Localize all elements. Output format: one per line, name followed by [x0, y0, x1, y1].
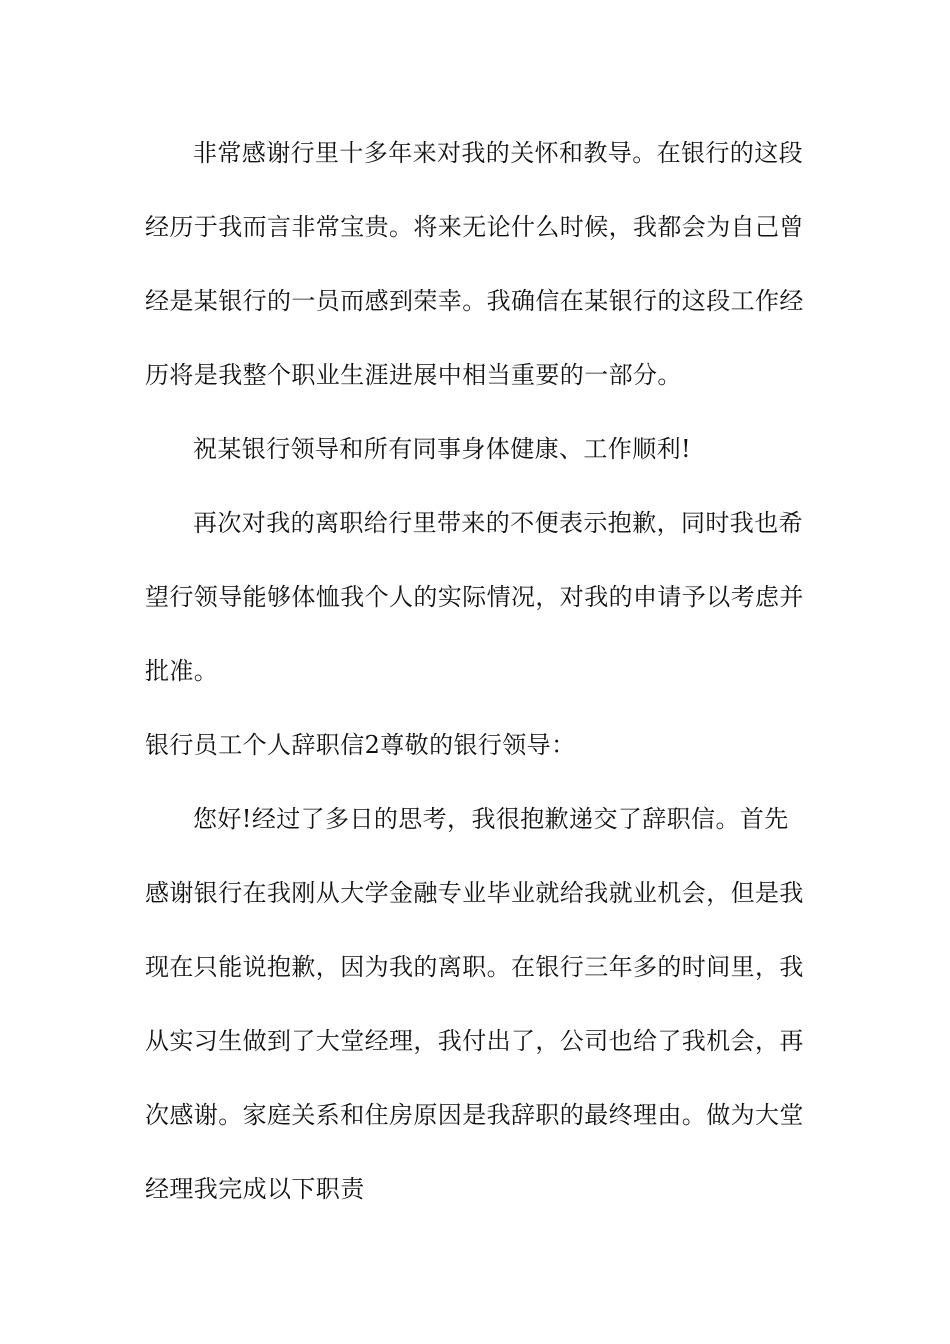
paragraph-gratitude: 非常感谢行里十多年来对我的关怀和教导。在银行的这段经历于我而言非常宝贵。将来无论什么时候，我都会为自己曾经是某银行的一员而感到荣幸。我确信在某银行的这段工作经历将是我整个职业生涯进展中相当重要的一部分。: [145, 139, 804, 389]
paragraph-apology: 再次对我的离职给行里带来的不便表示抱歉，同时我也希望行领导能够体恤我个人的实际情况，对我的申请予以考虑并批准。: [145, 509, 804, 685]
paragraph-wishes: 祝某银行领导和所有同事身体健康、工作顺利!: [193, 435, 692, 463]
letter-heading: 银行员工个人辞职信2尊敬的银行领导：: [145, 731, 576, 759]
paragraph-resignation-reason: 您好!经过了多日的思考，我很抱歉递交了辞职信。首先感谢银行在我刚从大学金融专业毕业就给我就业机会，但是我现在只能说抱歉，因为我的离职。在银行三年多的时间里，我从实习生做到了大堂经理，我付出了，公司也给了我机会，再次感谢。家庭关系和住房原因是我辞职的最终理由。做为大堂经理我完成以下职责: [145, 805, 804, 1203]
